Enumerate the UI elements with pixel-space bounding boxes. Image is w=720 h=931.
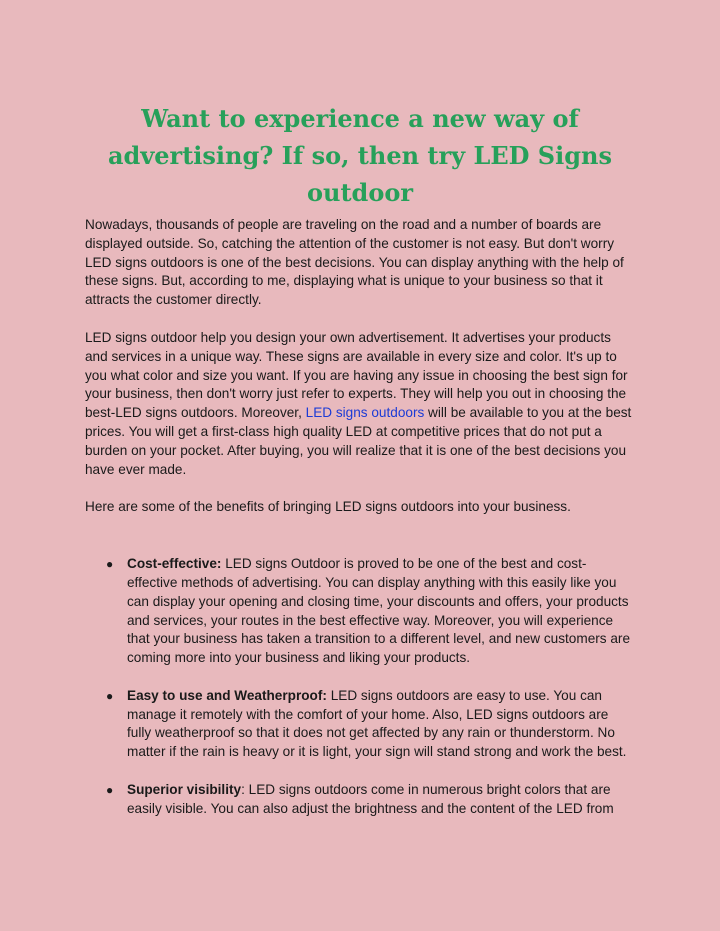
bullet-icon: ● <box>106 782 114 797</box>
bullet-icon: ● <box>106 557 114 572</box>
design-paragraph-text-start: LED signs outdoor help you design your own advertisement. It advertises your products and services in a unique way. These signs are available in every size and color. It's up to you what color and size you want. If you are having any issue in choosing the best sign for your business, then don't worry just refer to experts. They will help you out in choosing the best-LED signs outdoors. Moreover, <box>85 329 628 421</box>
design-paragraph <box>85 329 635 479</box>
list-item <box>85 781 635 819</box>
page-title: Want to experience a new way of advertising? If so, then try LED Signs outdoor <box>108 104 612 207</box>
led-signs-outdoors-link[interactable]: LED signs outdoors <box>305 405 425 421</box>
intro-paragraph: Nowadays, thousands of people are traveling on the road and a number of boards are displayed outside. So, catching the attention of the customer is not easy. But don't worry LED signs outdoors is one of the best decisions. You can display anything with the help of these signs. But, according to me, displaying what is unique to your business so that it attracts the customer directly. <box>85 217 624 308</box>
list-item <box>85 687 635 762</box>
benefit-title: Superior visibility <box>127 781 242 797</box>
design-paragraph-text-end: will be available to you at the best prices. You will get a first-class high quality LED at competitive prices that do not put a burden on your pocket. After buying, you will realize that it is one of the best decisions you have ever made. <box>85 405 632 477</box>
benefits-intro-paragraph: Here are some of the benefits of bringing LED signs outdoors into your business. <box>85 499 571 515</box>
benefits-list <box>85 555 635 818</box>
document-body <box>85 216 635 837</box>
benefit-text: LED signs outdoors are easy to use. You can manage it remotely with the comfort of your home. Also, LED signs outdoors are fully weatherproof so that it does not get affected by any rain or thunderstorm. No matter if the rain is heavy or it is light, your sign will stand strong and work the best. <box>127 687 627 760</box>
bullet-icon: ● <box>106 688 114 703</box>
list-item <box>85 555 635 668</box>
benefit-title: Easy to use and Weatherproof: <box>127 687 327 703</box>
benefit-text: LED signs Outdoor is proved to be one of the best and cost-effective methods of advertising. You can display anything with this easily like you can display your opening and closing time, your discounts and offers, your products and services, your routes in the best effective way. Moreover, you will experience that your business has taken a transition to a different level, and new customers are coming more into your business and liking your products. <box>127 556 631 666</box>
benefit-text: : LED signs outdoors come in numerous bright colors that are easily visible. You can also adjust the brightness and the content of the LED from <box>127 781 614 816</box>
benefit-title: Cost-effective: <box>127 556 222 572</box>
